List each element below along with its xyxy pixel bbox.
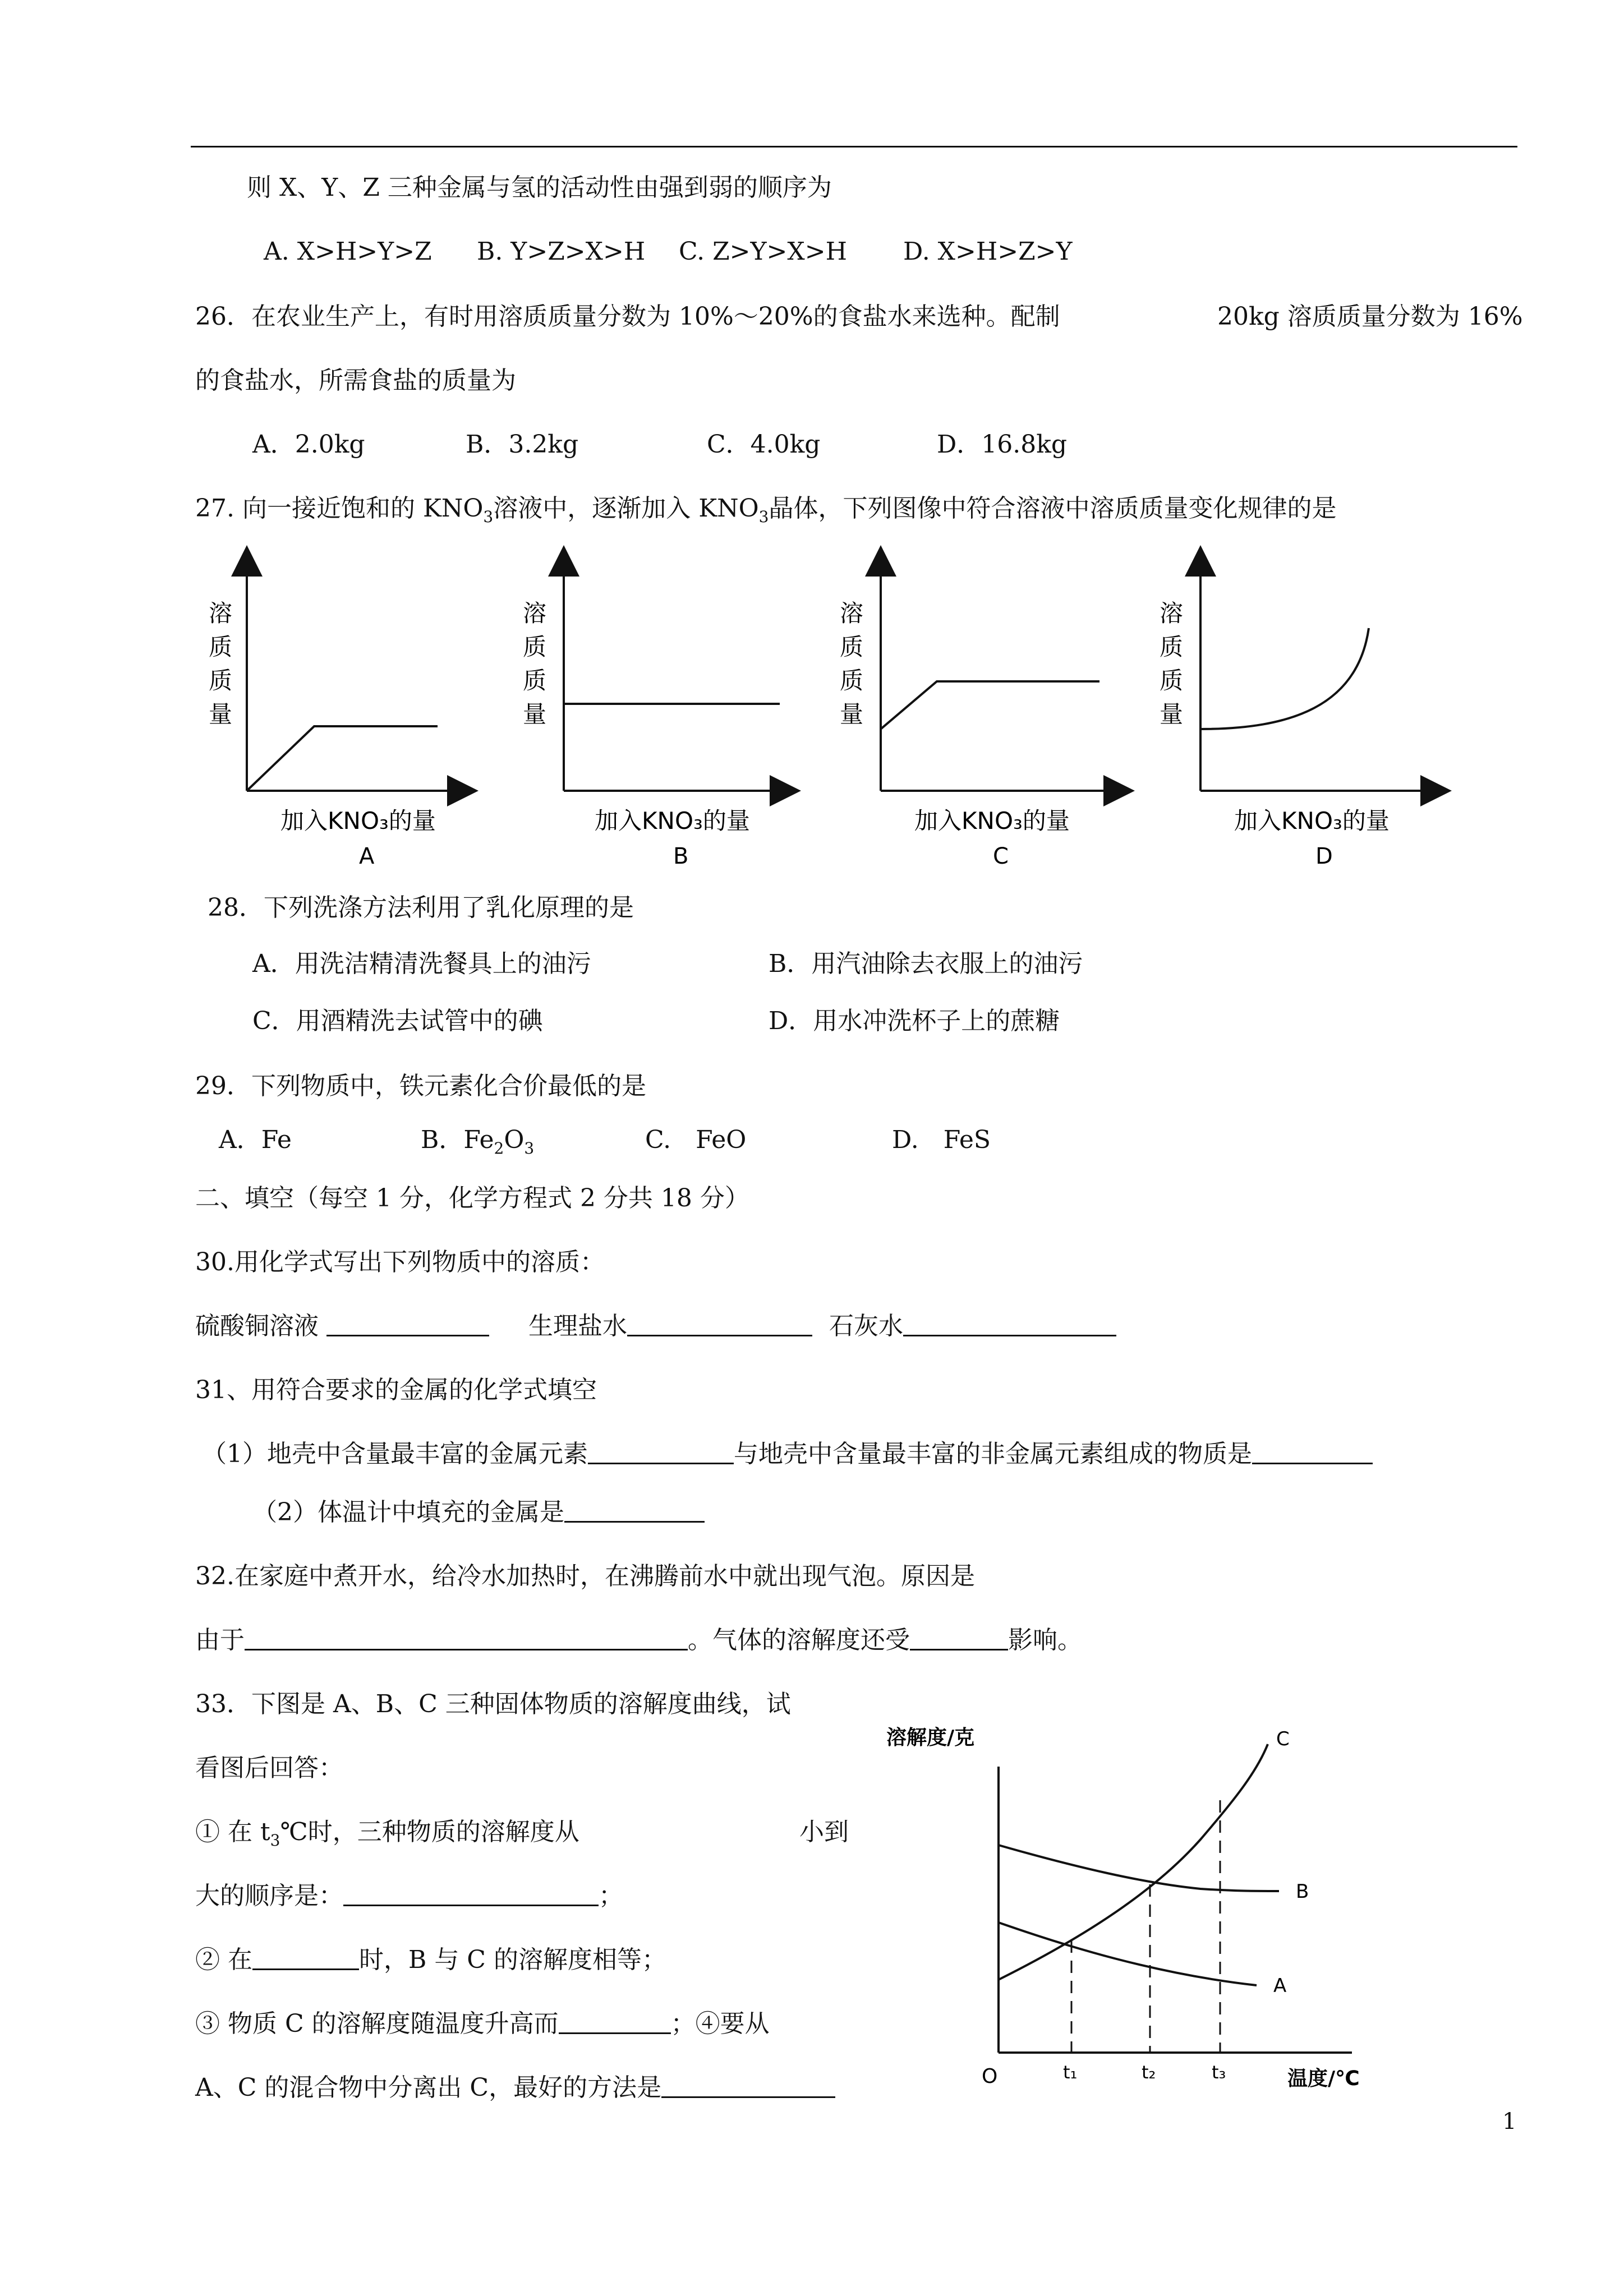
q28-stem: 28．下列洗涤方法利用了乳化原理的是 [208, 893, 634, 922]
q29-option-c: C. FeO [645, 1126, 747, 1154]
q33-line3: ① 在 $t_3℃$时，三种物质的溶解度从 [195, 1818, 579, 1850]
graph-d-label: D [1315, 843, 1333, 869]
graph-b-xlabel: 加入KNO₃的量 [595, 807, 750, 835]
q26-line2: 的食盐水，所需食盐的质量为 [195, 366, 516, 395]
curve-c-label: C [1276, 1728, 1290, 1750]
graph-d-ylabel-1: 溶 [1160, 600, 1184, 627]
q33-line5: ② 在 时，B 与 C 的溶解度相等； [195, 1945, 666, 1974]
graph-a [209, 561, 463, 869]
q33-line7: A、C 的混合物中分离出 C，最好的方法是 [195, 2072, 835, 2104]
tick-t3: t₃ [1212, 2062, 1226, 2083]
q26-line1-end: 20kg 溶质质量分数为 16% [1217, 302, 1523, 331]
q33-line6: ③ 物质 C 的溶解度随温度升高而 ；④要从 [195, 2009, 770, 2038]
graph-d [1160, 561, 1436, 869]
curve-b [999, 1845, 1279, 1891]
graph-a-xlabel: 加入KNO₃的量 [280, 807, 436, 835]
curve-a-label: A [1273, 1975, 1287, 1997]
graph-a-ylabel-3: 质 [209, 667, 233, 694]
q33-line1: 33．下图是 A、B、C 三种固体物质的溶解度曲线，试 [195, 1690, 791, 1718]
q28-option-c: C．用酒精洗去试管中的碘 [252, 1007, 543, 1035]
q27-stem: 27. 向一接近饱和的 $KNO_3$溶液中，逐渐加入 $KNO_3$晶体，下列图像中符合溶液中溶质质量变化规律的是 [195, 494, 1337, 526]
graph-b-label: B [673, 843, 689, 869]
q29-option-b: B．$Fe_2O_3$ [421, 1126, 535, 1158]
q31-stem: 31、用符合要求的金属的化学式填空 [195, 1376, 597, 1404]
graph-b-ylabel-1: 溶 [523, 600, 547, 627]
q33-line3-end: 小到 [799, 1818, 849, 1846]
graph-c-ylabel-2: 质 [840, 633, 864, 661]
q26-line1: 26．在农业生产上，有时用溶质质量分数为 10%～20%的食盐水来选种。配制 [195, 302, 1060, 331]
q25-stem: 则 X、Y、Z 三种金属与氢的活动性由强到弱的顺序为 [247, 173, 832, 202]
graph-c-ylabel-4: 量 [840, 700, 864, 728]
q30-stem: 30.用化学式写出下列物质中的溶质： [195, 1248, 605, 1276]
q26-option-b: B．3.2kg [466, 430, 579, 459]
graph-c-curve [881, 681, 1099, 729]
q31-blank-2[interactable] [1252, 1439, 1373, 1464]
graph-a-ylabel-2: 质 [209, 633, 233, 661]
solubility-axes [999, 1767, 1352, 2053]
graph-a-ylabel-1: 溶 [209, 600, 233, 627]
page-number: 1 [1502, 2109, 1517, 2134]
q25-option-d: D. X>H>Z>Y [903, 237, 1073, 266]
q33-line2: 看图后回答： [195, 1754, 343, 1782]
tick-t2: t₂ [1142, 2062, 1156, 2083]
graph-b-ylabel-2: 质 [523, 633, 547, 661]
q28-option-b: B．用汽油除去衣服上的油污 [769, 949, 1083, 978]
graph-d-ylabel-2: 质 [1160, 633, 1184, 661]
graph-d-curve [1200, 628, 1369, 729]
q32-line1: 32.在家庭中煮开水，给冷水加热时，在沸腾前水中就出现气泡。原因是 [195, 1562, 975, 1590]
solubility-ylabel: 溶解度/克 [886, 1726, 975, 1749]
q26-option-d: D．16.8kg [937, 430, 1068, 459]
graph-b-ylabel-3: 质 [523, 667, 547, 694]
section-title: 二、填空（每空 1 分，化学方程式 2 分共 18 分） [195, 1184, 749, 1212]
q31-blank-3[interactable] [564, 1497, 705, 1523]
q26-option-a: A．2.0kg [252, 430, 365, 459]
graph-d-ylabel-4: 量 [1160, 700, 1184, 728]
q33-blank-1[interactable] [343, 1881, 599, 1906]
graph-c-label: C [993, 843, 1009, 869]
q29-option-d: D. FeS [892, 1126, 991, 1154]
graph-d-ylabel-3: 质 [1160, 667, 1184, 694]
q25-option-c: C. Z>Y>X>H [679, 237, 847, 266]
q33-blank-2[interactable] [252, 1945, 359, 1970]
q30-items: 硫酸铜溶液 生理盐水 石灰水 [195, 1310, 1116, 1343]
q30-blank-2[interactable] [627, 1311, 812, 1336]
q25-option-b: B. Y>Z>X>H [477, 237, 646, 266]
graph-a-label: A [359, 843, 375, 869]
graph-d-xlabel: 加入KNO₃的量 [1234, 807, 1390, 835]
q30-blank-1[interactable] [326, 1311, 489, 1336]
curve-c [999, 1744, 1268, 1980]
graph-a-ylabel-4: 量 [209, 700, 233, 728]
solubility-chart [864, 1711, 1391, 2103]
q31-blank-1[interactable] [588, 1439, 734, 1464]
q28-option-a: A．用洗洁精清洗餐具上的油污 [252, 949, 591, 978]
graph-a-curve [247, 726, 438, 791]
q30-blank-3[interactable] [903, 1311, 1116, 1336]
graph-c-ylabel-3: 质 [840, 667, 864, 694]
q29-option-a: A．Fe [219, 1126, 292, 1154]
q31-part1: （1）地壳中含量最丰富的金属元素 与地壳中含量最丰富的非金属元素组成的物质是 [202, 1438, 1373, 1470]
graph-c [840, 561, 1119, 869]
q33-blank-4[interactable] [661, 2073, 835, 2098]
curve-a [999, 1922, 1257, 1985]
q32-line2: 由于 。气体的溶解度还受 影响。 [195, 1626, 1082, 1654]
curve-b-label: B [1296, 1880, 1309, 1903]
q31-part2: （2）体温计中填充的金属是 [252, 1496, 705, 1529]
solubility-xlabel: 温度/℃ [1287, 2067, 1360, 2090]
solubility-origin: O [982, 2065, 998, 2088]
q32-blank-2[interactable] [910, 1625, 1008, 1650]
q29-stem: 29．下列物质中，铁元素化合价最低的是 [195, 1072, 646, 1100]
graph-b [523, 561, 785, 869]
q33-blank-3[interactable] [559, 2009, 671, 2034]
graph-c-xlabel: 加入KNO₃的量 [914, 807, 1070, 835]
q32-blank-1[interactable] [245, 1625, 688, 1650]
graph-c-ylabel-1: 溶 [840, 600, 864, 627]
tick-t1: t₁ [1063, 2062, 1078, 2083]
q27-graphs [0, 0, 1624, 897]
q28-option-d: D．用水冲洗杯子上的蔗糖 [769, 1007, 1060, 1035]
graph-b-ylabel-4: 量 [523, 700, 547, 728]
q25-option-a: A. X>H>Y>Z [264, 237, 432, 266]
q33-line4: 大的顺序是： ； [195, 1882, 623, 1910]
q26-option-c: C．4.0kg [707, 430, 821, 459]
